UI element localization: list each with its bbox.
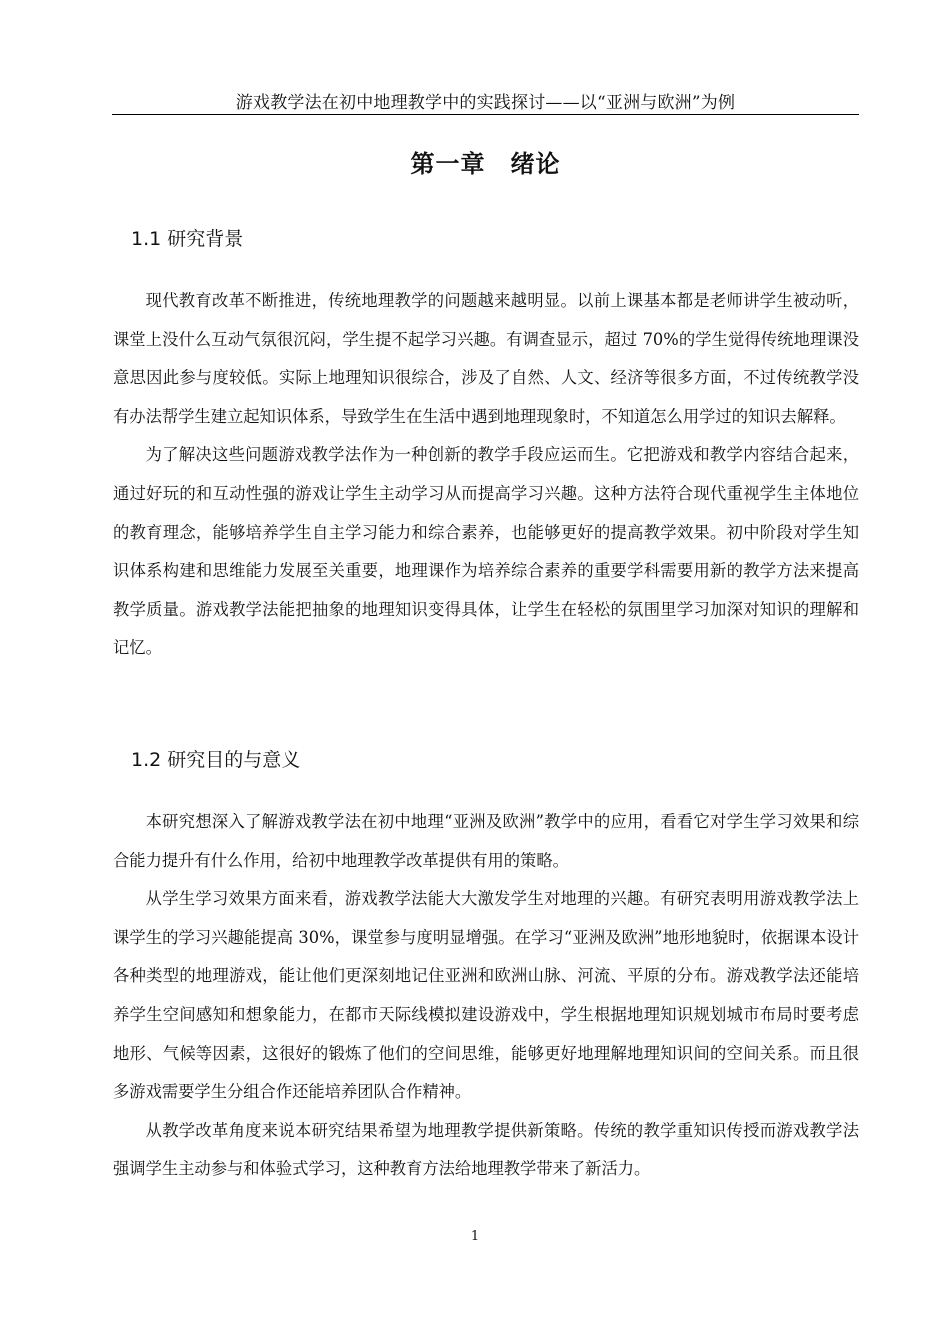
paragraph: 从学生学习效果方面来看，游戏教学法能大大激发学生对地理的兴趣。有研究表明用游戏教学法上课学生的学习兴趣能提高 30%，课堂参与度明显增强。在学习“亚洲及欧洲”地形地貌时，依据课本设计各种类型的地理游戏，能让他们更深刻地记住亚洲和欧洲山脉、河流、平原的分布。游戏教学法还能培养学生空间感知和想象能力，在都市天际线模拟建设游戏中，学生根据地理知识规划城市布局时要考虑地形、气候等因素，这很好的锻炼了他们的空间思维，能够更好地理解地理知识间的空间关系。而且很多游戏需要学生分组合作还能培养团队合作精神。 [113, 889, 859, 1102]
page-number: 1 [470, 1229, 480, 1244]
section-heading-1-1: 1.1 研究背景 [131, 228, 244, 250]
header-rule [112, 114, 859, 115]
section-heading-1-2: 1.2 研究目的与意义 [131, 749, 301, 771]
running-header: 游戏教学法在初中地理教学中的实践探讨——以“亚洲与欧洲”为例 [235, 93, 736, 113]
paragraph: 为了解决这些问题游戏教学法作为一种创新的教学手段应运而生。它把游戏和教学内容结合起来，通过好玩的和互动性强的游戏让学生主动学习从而提高学习兴趣。这种方法符合现代重视学生主体地位的教育理念，能够培养学生自主学习能力和综合素养，也能够更好的提高教学效果。初中阶段对学生知识体系构建和思维能力发展至关重要，地理课作为培养综合素养的重要学科需要用新的教学方法来提高教学质量。游戏教学法能把抽象的地理知识变得具体，让学生在轻松的氛围里学习加深对知识的理解和记忆。 [113, 445, 859, 658]
section-1-1-body [113, 282, 859, 668]
section-1-2-body [113, 803, 859, 1189]
paragraph: 从教学改革角度来说本研究结果希望为地理教学提供新策略。传统的教学重知识传授而游戏教学法强调学生主动参与和体验式学习，这种教育方法给地理教学带来了新活力。 [113, 1120, 859, 1179]
paragraph: 现代教育改革不断推进，传统地理教学的问题越来越明显。以前上课基本都是老师讲学生被动听，课堂上没什么互动气氛很沉闷，学生提不起学习兴趣。有调查显示，超过 70%的学生觉得传统地理课没意思因此参与度较低。实际上地理知识很综合，涉及了自然、人文、经济等很多方面，不过传统教学没有办法帮学生建立起知识体系，导致学生在生活中遇到地理现象时，不知道怎么用学过的知识去解释。 [113, 291, 859, 426]
chapter-title: 第一章 绪论 [410, 150, 561, 178]
paragraph: 本研究想深入了解游戏教学法在初中地理“亚洲及欧洲”教学中的应用，看看它对学生学习效果和综合能力提升有什么作用，给初中地理教学改革提供有用的策略。 [113, 812, 859, 870]
